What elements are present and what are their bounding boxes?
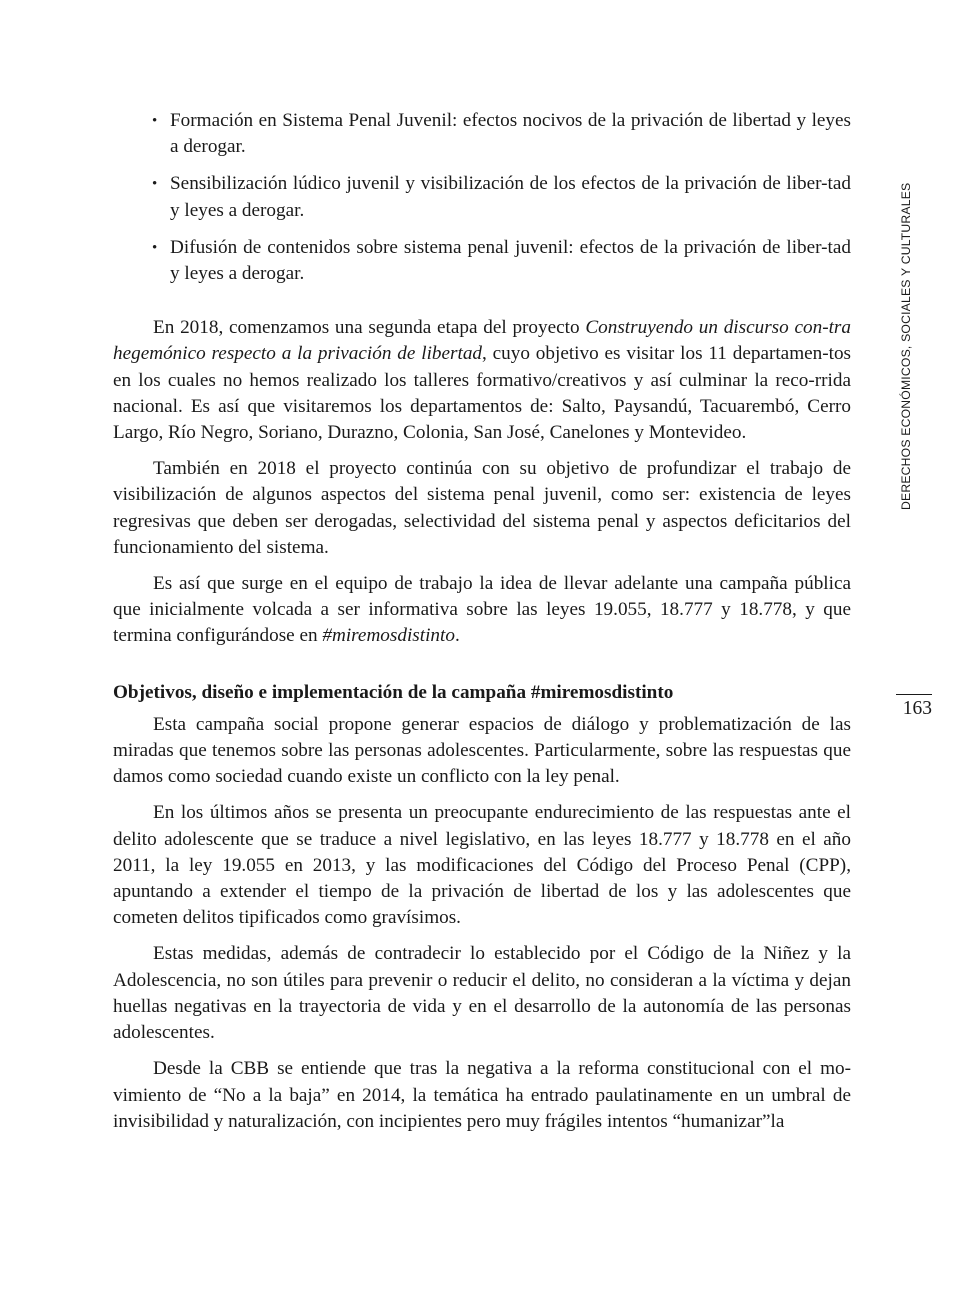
- paragraph: También en 2018 el proyecto continúa con su objetivo de profundizar el trabajo de visibilización de algunos aspectos del sistema penal juvenil, como ser: existencia de leyes regresivas que deben ser derogadas, selectividad del sistema penal y aspectos deficitarios del funcionamiento del sistema.: [113, 458, 851, 558]
- list-item: [113, 171, 851, 223]
- paragraph: Esta campaña social propone generar espacios de diálogo y problematización de las miradas que tenemos sobre las personas adolescentes. Particularmente, sobre las respuestas que damos como sociedad cuando existe un conflicto con la ley penal.: [113, 713, 851, 788]
- project-title: Construyendo un discurso con-tra hegemónico respecto a la privación de libertad: [113, 317, 851, 365]
- paragraph-text: Es así que surge en el equipo de trabajo la idea de llevar adelante una campaña pública que inicialmente volcada a ser informativa sobre las leyes 19.055, 18.777 y 18.778, y que termina configurándose en: [113, 573, 851, 647]
- paragraph: [113, 571, 851, 650]
- bullet-icon: •: [152, 176, 158, 193]
- paragraph: [113, 315, 851, 446]
- bullet-icon: •: [152, 113, 158, 129]
- paragraph-text: .: [454, 625, 460, 647]
- section-heading: Objetivos, diseño e implementación de la campaña #miremosdistinto: [113, 681, 674, 703]
- paragraph-text: En 2018, comenzamos una segunda etapa del proyecto: [153, 317, 586, 339]
- bullet-text: Sensibilización lúdico juvenil y visibilización de los efectos de la privación de liber-tad y leyes a derogar.: [170, 173, 851, 221]
- paragraph: Estas medidas, además de contradecir lo establecido por el Código de la Niñez y la Adolescencia, no son útiles para prevenir o reducir el delito, no consideran a la víctima y dejan huellas negativas en la trayectoria de vida y en el desarrollo de la autonomía de las personas adolescentes.: [113, 943, 851, 1044]
- list-item: [113, 108, 851, 160]
- list-item: [113, 235, 851, 287]
- running-section-label: DERECHOS ECONÓMICOS, SOCIALES Y CULTURALES: [899, 182, 913, 510]
- campaign-hashtag: #miremosdistinto: [322, 625, 455, 647]
- bullet-text: Formación en Sistema Penal Juvenil: efectos nocivos de la privación de libertad y leyes a derogar.: [170, 110, 851, 158]
- paragraph: Desde la CBB se entiende que tras la negativa a la reforma constitucional con el mo-vimiento de “No a la baja” en 2014, la temática ha entrado paulatinamente en un umbral de invisibilidad y naturalización, con incipientes pero muy frágiles intentos “humanizar”la: [113, 1058, 851, 1132]
- page-number: 163: [896, 694, 932, 721]
- bullet-text: Difusión de contenidos sobre sistema penal juvenil: efectos de la privación de liber-tad y leyes a derogar.: [170, 236, 851, 285]
- paragraph: En los últimos años se presenta un preocupante endurecimiento de las respuestas ante el delito adolescente que se traduce a nivel legislativo, en las leyes 18.777 y 18.778 en el año 2011, la ley 19.055 en 2013, y las modificaciones del Código del Proceso Penal (CPP), apuntando a extender el tiempo de la privación de libertad de los y las adolescentes que cometen delitos tipificados como gravísimos.: [113, 802, 851, 929]
- paragraph-text: , cuyo objetivo es visitar los 11 departamen-tos en los cuales no hemos realizado los talleres formativo/creativos y así culminar la reco-rrida nacional. Es así que visitaremos los departamentos de: Salto, Paysandú, Tacuarembó, Cerro Largo, Río Negro, Soriano, Durazno, Colonia, San José, Canelones y Montevideo.: [113, 343, 852, 444]
- bullet-icon: •: [152, 239, 158, 256]
- page-body: [113, 108, 851, 1145]
- bullet-list: [113, 108, 851, 287]
